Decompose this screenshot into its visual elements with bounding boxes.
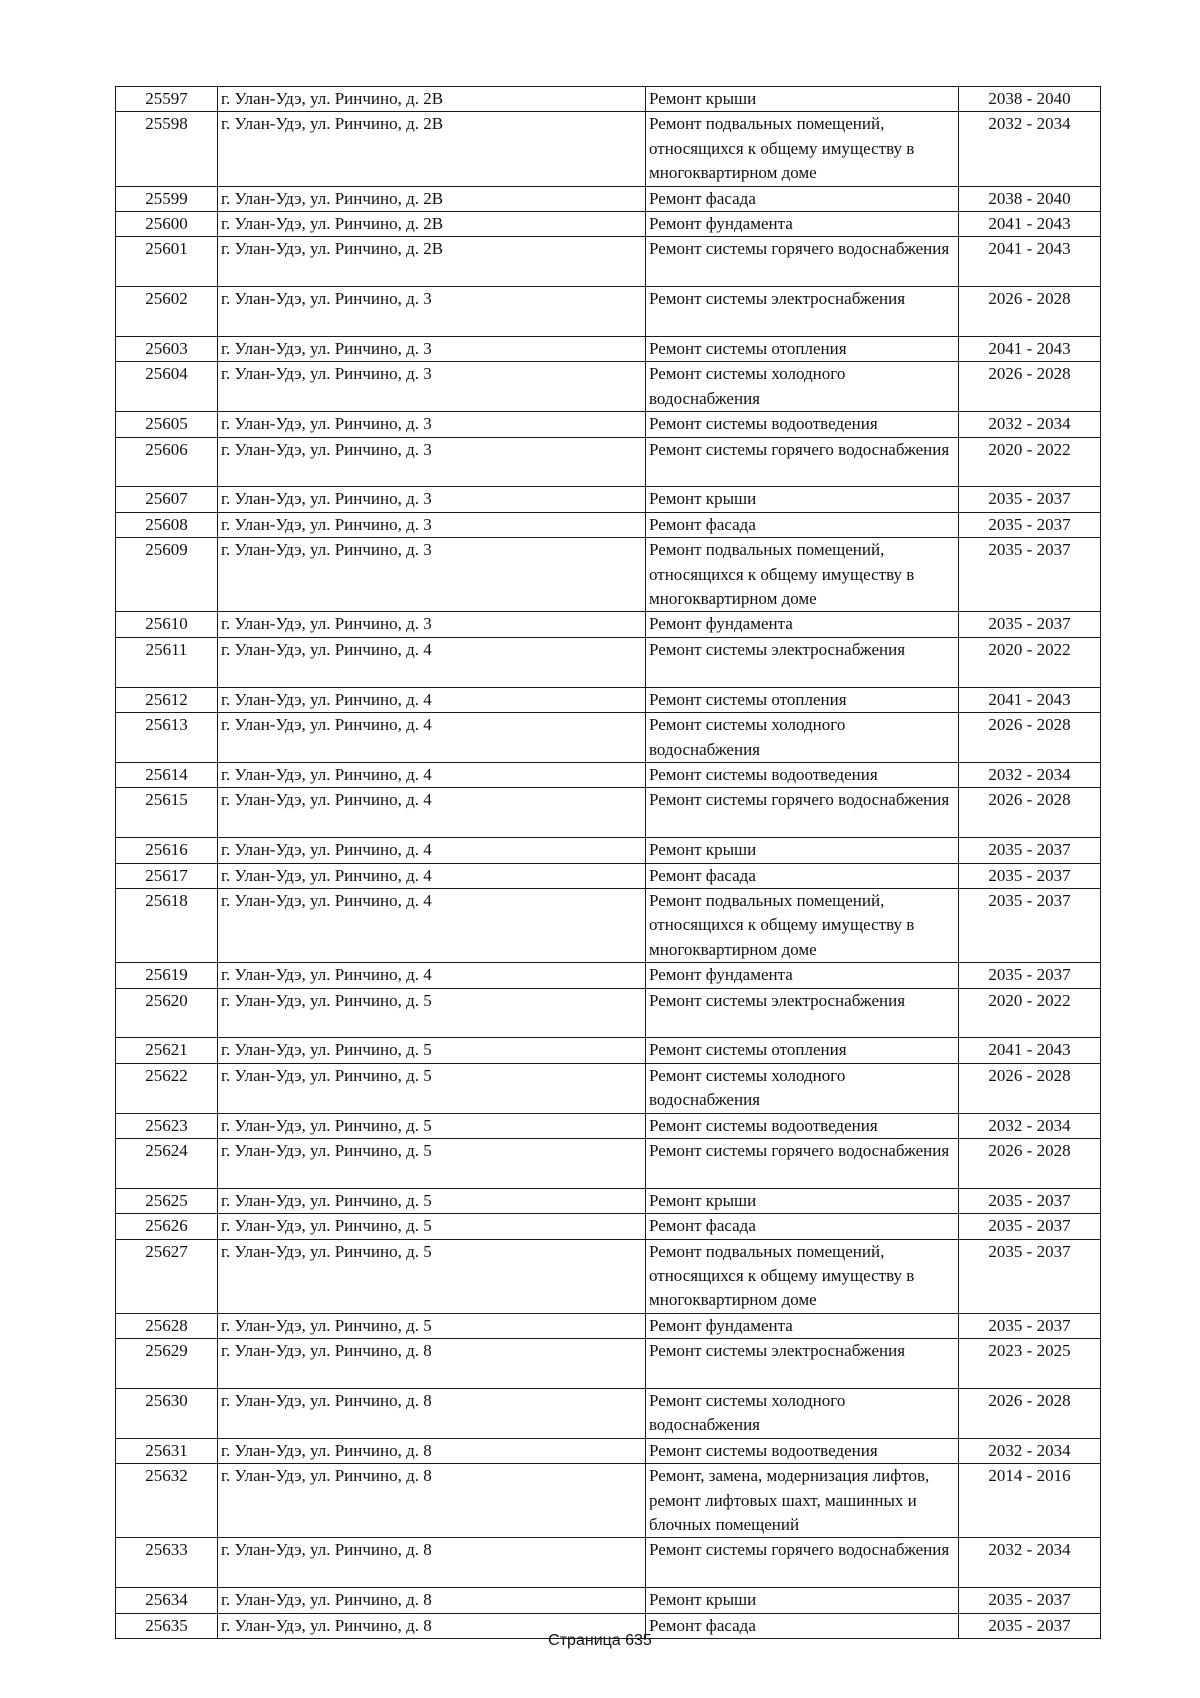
address-cell: г. Улан-Удэ, ул. Ринчино, д. 4 [218,637,646,687]
row-number-cell: 25609 [116,538,218,612]
address-cell: г. Улан-Удэ, ул. Ринчино, д. 4 [218,762,646,787]
work-type-cell: Ремонт фасада [646,512,959,537]
table-row [116,1214,1101,1239]
table-row [116,538,1101,612]
work-type-cell: Ремонт, замена, модернизация лифтов, ремонт лифтовых шахт, машинных и блочных помещений [646,1464,959,1538]
work-type-cell: Ремонт фасада [646,186,959,211]
address-cell: г. Улан-Удэ, ул. Ринчино, д. 8 [218,1464,646,1538]
work-type-cell: Ремонт системы отопления [646,1038,959,1063]
work-type-cell: Ремонт системы водоотведения [646,762,959,787]
address-cell: г. Улан-Удэ, ул. Ринчино, д. 4 [218,713,646,763]
table-row [116,437,1101,487]
period-cell: 2035 - 2037 [959,512,1101,537]
work-type-cell: Ремонт системы холодного водоснабжения [646,713,959,763]
table-row [116,1063,1101,1113]
work-type-cell: Ремонт фундамента [646,1313,959,1338]
period-cell: 2035 - 2037 [959,538,1101,612]
table-row [116,412,1101,437]
address-cell: г. Улан-Удэ, ул. Ринчино, д. 5 [218,1138,646,1188]
row-number-cell: 25624 [116,1138,218,1188]
work-type-cell: Ремонт фасада [646,863,959,888]
period-cell: 2023 - 2025 [959,1339,1101,1389]
row-number-cell: 25598 [116,112,218,186]
period-cell: 2041 - 2043 [959,237,1101,287]
table-row [116,1389,1101,1439]
address-cell: г. Улан-Удэ, ул. Ринчино, д. 5 [218,1188,646,1213]
period-cell: 2035 - 2037 [959,888,1101,962]
period-cell: 2038 - 2040 [959,87,1101,112]
period-cell: 2035 - 2037 [959,838,1101,863]
work-type-cell: Ремонт системы электроснабжения [646,287,959,337]
table-row [116,1538,1101,1588]
period-cell: 2035 - 2037 [959,1588,1101,1613]
address-cell: г. Улан-Удэ, ул. Ринчино, д. 2В [218,87,646,112]
table-row [116,87,1101,112]
row-number-cell: 25633 [116,1538,218,1588]
table-row [116,237,1101,287]
row-number-cell: 25630 [116,1389,218,1439]
address-cell: г. Улан-Удэ, ул. Ринчино, д. 4 [218,963,646,988]
address-cell: г. Улан-Удэ, ул. Ринчино, д. 3 [218,612,646,637]
work-type-cell: Ремонт подвальных помещений, относящихся к общему имуществу в многоквартирном доме [646,1239,959,1313]
period-cell: 2032 - 2034 [959,112,1101,186]
address-cell: г. Улан-Удэ, ул. Ринчино, д. 2В [218,186,646,211]
repair-schedule-table [115,86,1101,1639]
table-row [116,1464,1101,1538]
work-type-cell: Ремонт системы холодного водоснабжения [646,1063,959,1113]
address-cell: г. Улан-Удэ, ул. Ринчино, д. 2В [218,212,646,237]
row-number-cell: 25597 [116,87,218,112]
row-number-cell: 25607 [116,487,218,512]
row-number-cell: 25606 [116,437,218,487]
row-number-cell: 25604 [116,362,218,412]
work-type-cell: Ремонт системы электроснабжения [646,637,959,687]
address-cell: г. Улан-Удэ, ул. Ринчино, д. 4 [218,863,646,888]
period-cell: 2020 - 2022 [959,988,1101,1038]
address-cell: г. Улан-Удэ, ул. Ринчино, д. 4 [218,888,646,962]
table-row [116,287,1101,337]
work-type-cell: Ремонт системы холодного водоснабжения [646,1389,959,1439]
row-number-cell: 25613 [116,713,218,763]
row-number-cell: 25602 [116,287,218,337]
address-cell: г. Улан-Удэ, ул. Ринчино, д. 5 [218,1214,646,1239]
work-type-cell: Ремонт системы холодного водоснабжения [646,362,959,412]
table-row [116,888,1101,962]
table-row [116,713,1101,763]
row-number-cell: 25603 [116,337,218,362]
table-row [116,112,1101,186]
table-row [116,838,1101,863]
work-type-cell: Ремонт системы водоотведения [646,1113,959,1138]
period-cell: 2035 - 2037 [959,1188,1101,1213]
work-type-cell: Ремонт системы горячего водоснабжения [646,788,959,838]
row-number-cell: 25615 [116,788,218,838]
address-cell: г. Улан-Удэ, ул. Ринчино, д. 5 [218,1038,646,1063]
address-cell: г. Улан-Удэ, ул. Ринчино, д. 8 [218,1389,646,1439]
table-row [116,788,1101,838]
period-cell: 2014 - 2016 [959,1464,1101,1538]
table-row [116,988,1101,1038]
row-number-cell: 25626 [116,1214,218,1239]
address-cell: г. Улан-Удэ, ул. Ринчино, д. 8 [218,1438,646,1463]
row-number-cell: 25629 [116,1339,218,1389]
table-row [116,1438,1101,1463]
period-cell: 2026 - 2028 [959,1138,1101,1188]
address-cell: г. Улан-Удэ, ул. Ринчино, д. 2В [218,112,646,186]
row-number-cell: 25635 [116,1613,218,1638]
page-number: Страница 635 [548,1632,652,1649]
table-row [116,512,1101,537]
row-number-cell: 25631 [116,1438,218,1463]
period-cell: 2035 - 2037 [959,1214,1101,1239]
period-cell: 2035 - 2037 [959,863,1101,888]
table-row [116,863,1101,888]
table-row [116,1239,1101,1313]
table-row [116,1588,1101,1613]
period-cell: 2041 - 2043 [959,687,1101,712]
address-cell: г. Улан-Удэ, ул. Ринчино, д. 2В [218,237,646,287]
address-cell: г. Улан-Удэ, ул. Ринчино, д. 4 [218,838,646,863]
period-cell: 2035 - 2037 [959,487,1101,512]
work-type-cell: Ремонт фасада [646,1613,959,1638]
work-type-cell: Ремонт системы горячего водоснабжения [646,237,959,287]
period-cell: 2026 - 2028 [959,362,1101,412]
address-cell: г. Улан-Удэ, ул. Ринчино, д. 8 [218,1613,646,1638]
row-number-cell: 25627 [116,1239,218,1313]
table-row [116,637,1101,687]
row-number-cell: 25620 [116,988,218,1038]
work-type-cell: Ремонт системы отопления [646,687,959,712]
address-cell: г. Улан-Удэ, ул. Ринчино, д. 3 [218,487,646,512]
table-row [116,1138,1101,1188]
row-number-cell: 25618 [116,888,218,962]
work-type-cell: Ремонт крыши [646,487,959,512]
table-row [116,1038,1101,1063]
address-cell: г. Улан-Удэ, ул. Ринчино, д. 3 [218,538,646,612]
row-number-cell: 25608 [116,512,218,537]
work-type-cell: Ремонт крыши [646,1588,959,1613]
address-cell: г. Улан-Удэ, ул. Ринчино, д. 3 [218,437,646,487]
work-type-cell: Ремонт крыши [646,1188,959,1213]
work-type-cell: Ремонт подвальных помещений, относящихся к общему имуществу в многоквартирном доме [646,888,959,962]
address-cell: г. Улан-Удэ, ул. Ринчино, д. 3 [218,512,646,537]
work-type-cell: Ремонт системы горячего водоснабжения [646,1138,959,1188]
row-number-cell: 25623 [116,1113,218,1138]
table-row [116,687,1101,712]
table-body [116,87,1101,1639]
address-cell: г. Улан-Удэ, ул. Ринчино, д. 5 [218,1113,646,1138]
period-cell: 2026 - 2028 [959,1063,1101,1113]
period-cell: 2026 - 2028 [959,788,1101,838]
address-cell: г. Улан-Удэ, ул. Ринчино, д. 3 [218,337,646,362]
address-cell: г. Улан-Удэ, ул. Ринчино, д. 8 [218,1538,646,1588]
address-cell: г. Улан-Удэ, ул. Ринчино, д. 8 [218,1339,646,1389]
address-cell: г. Улан-Удэ, ул. Ринчино, д. 3 [218,287,646,337]
row-number-cell: 25601 [116,237,218,287]
table-row [116,963,1101,988]
table-row [116,1188,1101,1213]
address-cell: г. Улан-Удэ, ул. Ринчино, д. 4 [218,687,646,712]
row-number-cell: 25634 [116,1588,218,1613]
period-cell: 2032 - 2034 [959,1113,1101,1138]
table-row [116,212,1101,237]
work-type-cell: Ремонт фасада [646,1214,959,1239]
work-type-cell: Ремонт подвальных помещений, относящихся к общему имуществу в многоквартирном доме [646,538,959,612]
period-cell: 2035 - 2037 [959,963,1101,988]
row-number-cell: 25605 [116,412,218,437]
table-row [116,1113,1101,1138]
table-row [116,1339,1101,1389]
period-cell: 2032 - 2034 [959,1438,1101,1463]
address-cell: г. Улан-Удэ, ул. Ринчино, д. 5 [218,1239,646,1313]
address-cell: г. Улан-Удэ, ул. Ринчино, д. 8 [218,1588,646,1613]
row-number-cell: 25621 [116,1038,218,1063]
row-number-cell: 25616 [116,838,218,863]
row-number-cell: 25617 [116,863,218,888]
period-cell: 2035 - 2037 [959,1613,1101,1638]
address-cell: г. Улан-Удэ, ул. Ринчино, д. 5 [218,988,646,1038]
work-type-cell: Ремонт крыши [646,87,959,112]
address-cell: г. Улан-Удэ, ул. Ринчино, д. 5 [218,1313,646,1338]
table-row [116,337,1101,362]
period-cell: 2041 - 2043 [959,212,1101,237]
period-cell: 2020 - 2022 [959,437,1101,487]
period-cell: 2041 - 2043 [959,337,1101,362]
work-type-cell: Ремонт системы водоотведения [646,1438,959,1463]
table-row [116,612,1101,637]
work-type-cell: Ремонт фундамента [646,612,959,637]
row-number-cell: 25611 [116,637,218,687]
table-row [116,362,1101,412]
address-cell: г. Улан-Удэ, ул. Ринчино, д. 3 [218,412,646,437]
row-number-cell: 25632 [116,1464,218,1538]
work-type-cell: Ремонт фундамента [646,963,959,988]
period-cell: 2032 - 2034 [959,1538,1101,1588]
row-number-cell: 25612 [116,687,218,712]
period-cell: 2032 - 2034 [959,762,1101,787]
work-type-cell: Ремонт системы электроснабжения [646,1339,959,1389]
work-type-cell: Ремонт системы горячего водоснабжения [646,1538,959,1588]
work-type-cell: Ремонт фундамента [646,212,959,237]
row-number-cell: 25622 [116,1063,218,1113]
table-row [116,487,1101,512]
work-type-cell: Ремонт системы горячего водоснабжения [646,437,959,487]
period-cell: 2038 - 2040 [959,186,1101,211]
address-cell: г. Улан-Удэ, ул. Ринчино, д. 5 [218,1063,646,1113]
row-number-cell: 25619 [116,963,218,988]
period-cell: 2026 - 2028 [959,713,1101,763]
address-cell: г. Улан-Удэ, ул. Ринчино, д. 3 [218,362,646,412]
row-number-cell: 25625 [116,1188,218,1213]
period-cell: 2041 - 2043 [959,1038,1101,1063]
row-number-cell: 25614 [116,762,218,787]
period-cell: 2035 - 2037 [959,1239,1101,1313]
period-cell: 2035 - 2037 [959,612,1101,637]
work-type-cell: Ремонт системы электроснабжения [646,988,959,1038]
table-row [116,186,1101,211]
period-cell: 2026 - 2028 [959,287,1101,337]
address-cell: г. Улан-Удэ, ул. Ринчино, д. 4 [218,788,646,838]
row-number-cell: 25628 [116,1313,218,1338]
period-cell: 2020 - 2022 [959,637,1101,687]
row-number-cell: 25610 [116,612,218,637]
table-row [116,762,1101,787]
work-type-cell: Ремонт системы отопления [646,337,959,362]
work-type-cell: Ремонт крыши [646,838,959,863]
row-number-cell: 25600 [116,212,218,237]
row-number-cell: 25599 [116,186,218,211]
period-cell: 2035 - 2037 [959,1313,1101,1338]
table-row [116,1313,1101,1338]
work-type-cell: Ремонт системы водоотведения [646,412,959,437]
period-cell: 2032 - 2034 [959,412,1101,437]
period-cell: 2026 - 2028 [959,1389,1101,1439]
work-type-cell: Ремонт подвальных помещений, относящихся к общему имуществу в многоквартирном доме [646,112,959,186]
